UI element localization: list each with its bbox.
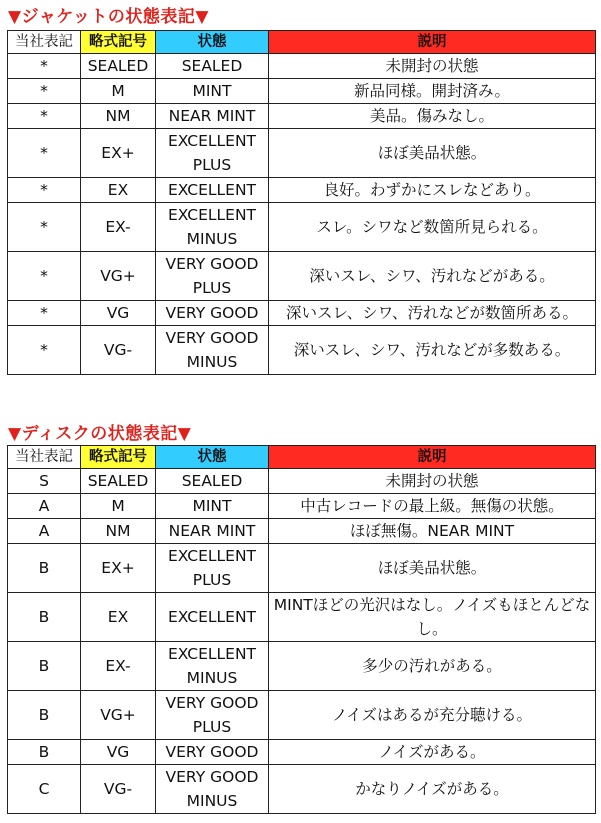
table-row: [8, 301, 596, 326]
cell-condition: NEAR MINT: [156, 104, 269, 129]
table-header-row: [8, 446, 596, 469]
cell-abbr: SEALED: [81, 54, 156, 79]
table-row: [8, 593, 596, 642]
cell-own: *: [8, 104, 81, 129]
header-description: 説明: [269, 31, 596, 54]
table-row: [8, 203, 596, 252]
jacket-grade-table: [7, 30, 596, 375]
cell-own: *: [8, 79, 81, 104]
table-row: [8, 642, 596, 691]
cell-condition: SEALED: [156, 469, 269, 494]
cell-abbr: EX+: [81, 129, 156, 178]
table-row: [8, 129, 596, 178]
header-abbreviation: 略式記号: [81, 31, 156, 54]
header-own-notation: 当社表記: [8, 31, 81, 54]
cell-abbr: EX: [81, 178, 156, 203]
cell-description: 良好。わずかにスレなどあり。: [269, 178, 596, 203]
table-row: [8, 104, 596, 129]
header-own-notation: 当社表記: [8, 446, 81, 469]
cell-description: 中古レコードの最上級。無傷の状態。: [269, 494, 596, 519]
cell-condition: VERY GOOD: [156, 740, 269, 765]
cell-own: *: [8, 252, 81, 301]
cell-own: B: [8, 740, 81, 765]
cell-abbr: SEALED: [81, 469, 156, 494]
table-row: [8, 178, 596, 203]
table-row: [8, 740, 596, 765]
cell-abbr: VG+: [81, 691, 156, 740]
cell-own: B: [8, 544, 81, 593]
cell-condition: VERY GOOD PLUS: [156, 691, 269, 740]
cell-condition: EXCELLENT MINUS: [156, 642, 269, 691]
cell-condition: NEAR MINT: [156, 519, 269, 544]
cell-description: ほぼ美品状態。: [269, 129, 596, 178]
table-row: [8, 544, 596, 593]
cell-description: 未開封の状態: [269, 469, 596, 494]
table-row: [8, 494, 596, 519]
cell-own: A: [8, 494, 81, 519]
cell-own: B: [8, 593, 81, 642]
cell-abbr: EX+: [81, 544, 156, 593]
cell-abbr: VG: [81, 301, 156, 326]
table-row: [8, 519, 596, 544]
cell-own: B: [8, 642, 81, 691]
cell-abbr: VG: [81, 740, 156, 765]
cell-abbr: NM: [81, 519, 156, 544]
table-row: [8, 469, 596, 494]
disc-section-title: ▼ディスクの状態表記▼: [8, 424, 192, 444]
cell-own: S: [8, 469, 81, 494]
cell-abbr: M: [81, 494, 156, 519]
cell-condition: VERY GOOD PLUS: [156, 252, 269, 301]
header-condition: 状態: [156, 31, 269, 54]
cell-condition: SEALED: [156, 54, 269, 79]
cell-abbr: VG-: [81, 765, 156, 814]
cell-own: *: [8, 129, 81, 178]
cell-description: ほぼ美品状態。: [269, 544, 596, 593]
jacket-section-title: ▼ジャケットの状態表記▼: [8, 7, 209, 27]
cell-condition: EXCELLENT PLUS: [156, 544, 269, 593]
cell-own: C: [8, 765, 81, 814]
table-row: [8, 326, 596, 375]
cell-description: 深いスレ、シワ、汚れなどがある。: [269, 252, 596, 301]
table-row: [8, 79, 596, 104]
cell-own: *: [8, 326, 81, 375]
cell-own: A: [8, 519, 81, 544]
cell-description: 深いスレ、シワ、汚れなどが多数ある。: [269, 326, 596, 375]
cell-condition: VERY GOOD MINUS: [156, 765, 269, 814]
cell-abbr: VG+: [81, 252, 156, 301]
cell-condition: VERY GOOD MINUS: [156, 326, 269, 375]
table-row: [8, 765, 596, 814]
table-header-row: [8, 31, 596, 54]
cell-abbr: EX-: [81, 642, 156, 691]
cell-abbr: M: [81, 79, 156, 104]
cell-abbr: EX: [81, 593, 156, 642]
cell-own: *: [8, 203, 81, 252]
cell-description: 未開封の状態: [269, 54, 596, 79]
cell-description: MINTほどの光沢はなし。ノイズもほとんどなし。: [269, 593, 596, 642]
table-row: [8, 252, 596, 301]
cell-description: スレ。シワなど数箇所見られる。: [269, 203, 596, 252]
cell-description: かなりノイズがある。: [269, 765, 596, 814]
table-row: [8, 691, 596, 740]
table-row: [8, 54, 596, 79]
cell-description: ほぼ無傷。NEAR MINT: [269, 519, 596, 544]
header-abbreviation: 略式記号: [81, 446, 156, 469]
cell-description: ノイズはあるが充分聴ける。: [269, 691, 596, 740]
disc-grade-table: [7, 445, 596, 814]
cell-own: *: [8, 178, 81, 203]
header-description: 説明: [269, 446, 596, 469]
cell-description: ノイズがある。: [269, 740, 596, 765]
header-condition: 状態: [156, 446, 269, 469]
cell-description: 深いスレ、シワ、汚れなどが数箇所ある。: [269, 301, 596, 326]
cell-abbr: VG-: [81, 326, 156, 375]
cell-condition: EXCELLENT: [156, 593, 269, 642]
cell-condition: MINT: [156, 494, 269, 519]
cell-description: 多少の汚れがある。: [269, 642, 596, 691]
cell-own: *: [8, 54, 81, 79]
cell-description: 新品同様。開封済み。: [269, 79, 596, 104]
cell-condition: MINT: [156, 79, 269, 104]
cell-condition: EXCELLENT PLUS: [156, 129, 269, 178]
cell-description: 美品。傷みなし。: [269, 104, 596, 129]
cell-abbr: NM: [81, 104, 156, 129]
cell-own: *: [8, 301, 81, 326]
cell-own: B: [8, 691, 81, 740]
cell-condition: EXCELLENT: [156, 178, 269, 203]
cell-condition: EXCELLENT MINUS: [156, 203, 269, 252]
cell-condition: VERY GOOD: [156, 301, 269, 326]
cell-abbr: EX-: [81, 203, 156, 252]
